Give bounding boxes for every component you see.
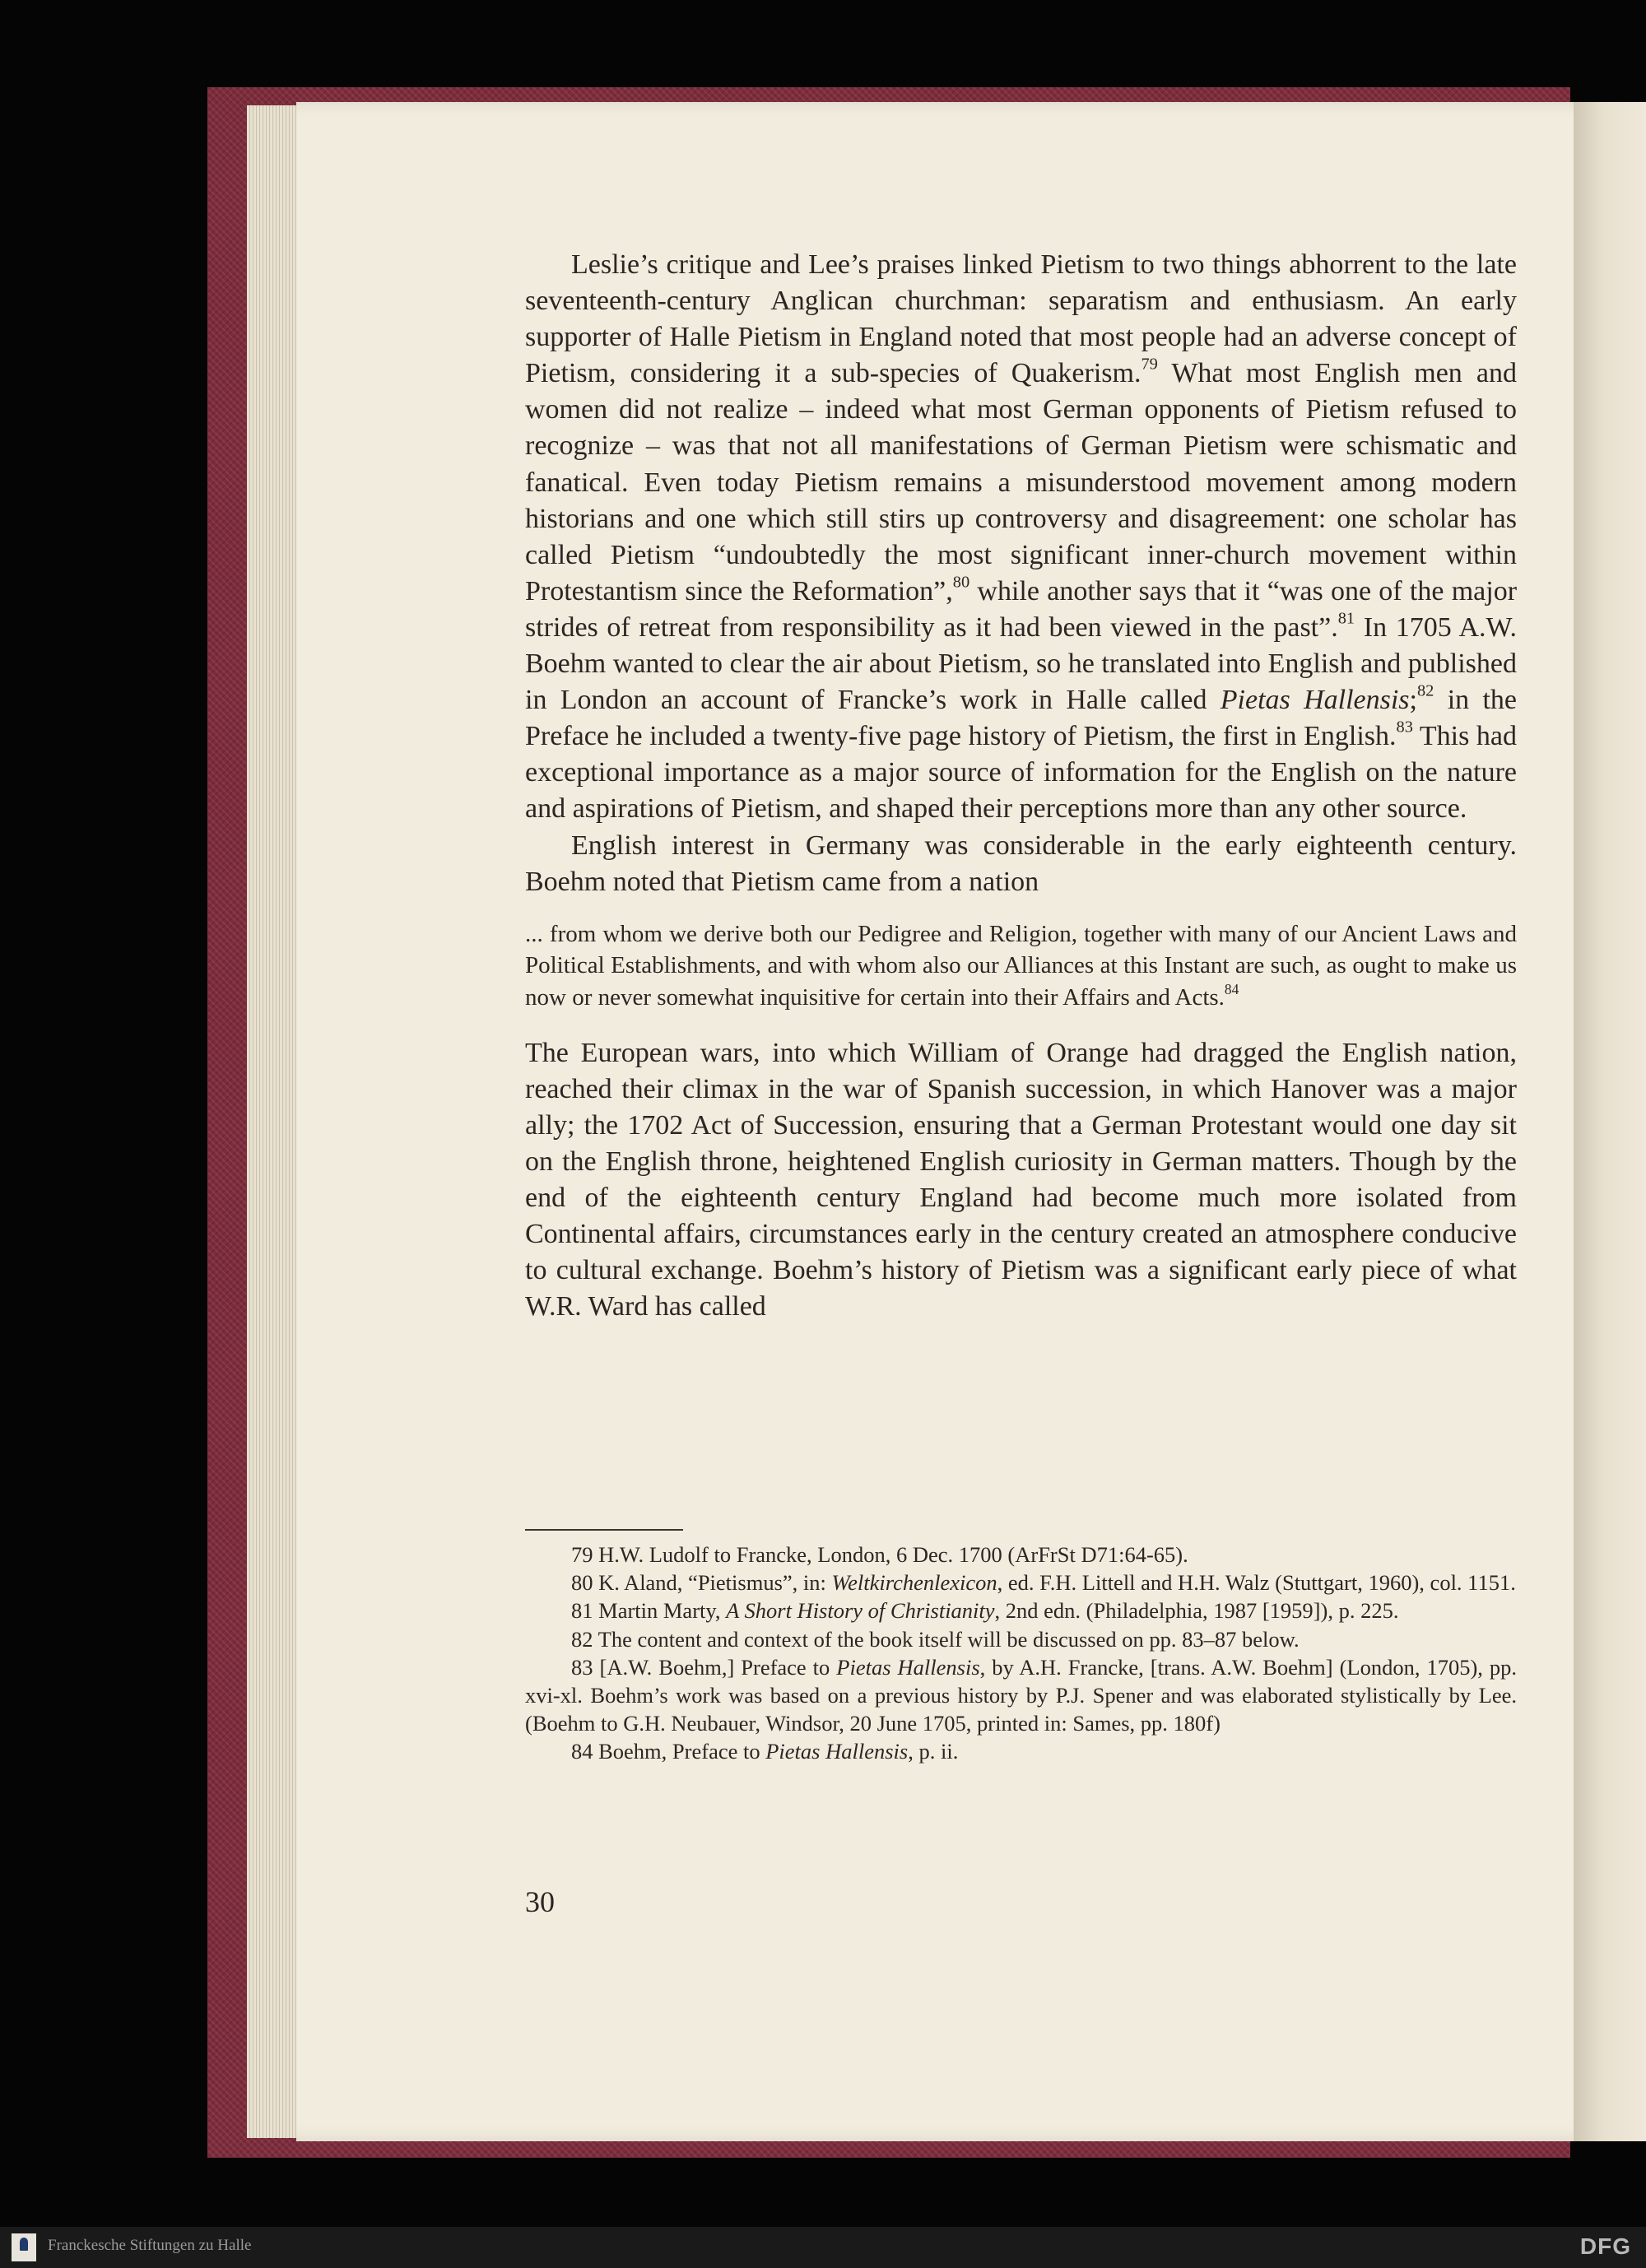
block-quote: ... from whom we derive both our Pedigree and Religion, together with many of our Ancient Laws and Political Establishments, and with whom also our Alliances at this Instant are such, as ought to make us now or never somewhat inquisitive for certain into their Affairs and Acts.$^{84}$ — [525, 920, 1517, 1011]
footnote-80: 80 K. Aland, “Pietismus”, in: Weltkirchenlexicon, ed. F.H. Littell and H.H. Walz (Stuttgart, 1960), col. 1151. — [571, 1570, 1516, 1596]
footnote-81: 81 Martin Marty, A Short History of Christianity, 2nd edn. (Philadelphia, 1987 [1959]), p. 225. — [571, 1598, 1399, 1624]
spine-shadow — [1574, 102, 1646, 2141]
footer-institution: Franckesche Stiftungen zu Halle — [48, 2237, 252, 2254]
paragraph-3: The European wars, into which William of Orange had dragged the English nation, reached their climax in the war of Spanish succession, in which Hanover was a major ally; the 1702 Act of Succession, ensuring that a German Protestant would one day sit on the English throne, heightened English curiosity in German matters. Though by the end of the eighteenth century England had become much more isolated from Continental affairs, circumstances early in the century created an atmosphere conducive to cultural exchange. Boehm’s history of Pietism was a significant early piece of what W.R. Ward has called — [525, 1037, 1517, 1322]
foundation-logo-icon — [12, 2233, 36, 2261]
footer-bar — [0, 2227, 1646, 2268]
footnote-ref-83: 83 — [1396, 718, 1413, 737]
footnote-79: 79 H.W. Ludolf to Francke, London, 6 Dec. 1700 (ArFrSt D71:64-65). — [571, 1542, 1188, 1567]
footnote-ref-82: 82 — [1416, 681, 1434, 700]
footnote-ref-80: 80 — [952, 573, 970, 592]
footnote-ref-79: 79 — [1141, 355, 1158, 374]
page-number: 30 — [525, 1885, 555, 1918]
paragraph-2: English interest in Germany was considerable in the early eighteenth century. Boehm noted that Pietism came from a nation — [525, 830, 1517, 897]
footnotes — [525, 1541, 1517, 1766]
footnote-83: 83 [A.W. Boehm,] Preface to Pietas Hallensis, by A.H. Francke, [trans. A.W. Boehm] (London, 1705), pp. xvi-xl. Boehm’s work was based on a previous history by P.J. Spener and was elaborated stylistically by Lee. (Boehm to G.H. Neubauer, Windsor, 20 June 1705, printed in: Sames, pp. 180f) — [525, 1654, 1518, 1736]
dfg-logo: DFG — [1579, 2233, 1631, 2259]
footnote-84: 84 Boehm, Preface to Pietas Hallensis, p. ii. — [571, 1739, 959, 1764]
paragraph-1: Leslie’s critique and Lee’s praises linked Pietism to two things abhorrent to the late seventeenth-century Anglican churchman: separatism and enthusiasm. An early supporter of Halle Pietism in England noted that most people had an adverse concept of Pietism, considering it a sub-species of Quakerism.$^{79}$ What most English men and women did not realize – indeed what most German opponents of Pietism refused to recognize – was that not all manifestations of German Pietism were schismatic and fanatical. Even today Pietism remains a misunderstood movement among modern historians and one which still stirs up controversy and disagreement: one scholar has called Pietism “undoubtedly the most significant inner-church movement within Protestantism since the Reformation”,$^{80}$ while another says that it “was one of the major strides of retreat from responsibility as it had been viewed in the past”.$^{81}$ In 1705 A.W. Boehm wanted to clear the air about Pietism, so he translated into English and published in London an account of Francke’s work in Halle called Pietas Hallensis;$^{82}$ in the Preface he included a twenty-five page history of Pietism, the first in English.$^{83}$ This had exceptional importance as a major source of information for the English on the nature and aspirations of Pietism, and shaped their perceptions more than any other source. — [525, 249, 1518, 825]
footnote-rule — [525, 1529, 683, 1531]
footnote-82: 82 The content and context of the book itself will be discussed on pp. 83–87 below. — [571, 1626, 1300, 1652]
book-title: Pietas Hallensis — [1220, 685, 1410, 716]
footnote-ref-81: 81 — [1337, 609, 1355, 628]
main-text — [525, 247, 1517, 1326]
footnote-ref-84: 84 — [1224, 981, 1239, 998]
